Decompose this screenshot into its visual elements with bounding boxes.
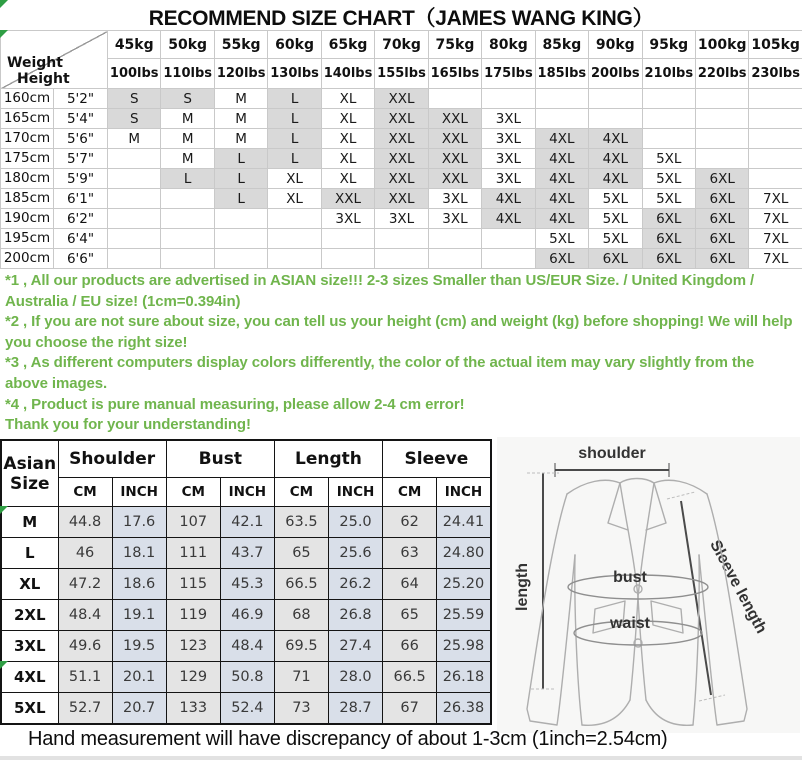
measure-value: 66 <box>383 631 437 662</box>
weight-kg-header: 80kg <box>482 31 535 59</box>
measure-value: 119 <box>166 600 220 631</box>
measure-group-header: Length <box>274 440 382 478</box>
weight-kg-header: 85kg <box>535 31 588 59</box>
page-title: RECOMMEND SIZE CHART（JAMES WANG KING） <box>148 7 654 30</box>
weight-lbs-header: 165lbs <box>428 59 481 89</box>
measure-value: 52.4 <box>220 693 274 725</box>
size-cell <box>749 149 802 169</box>
size-cell <box>161 249 214 269</box>
matrix-row <box>1 229 802 249</box>
measure-value: 28.7 <box>328 693 382 725</box>
excel-corner-triangle <box>0 506 8 514</box>
measure-value: 62 <box>383 507 437 538</box>
asian-size-line: Size <box>10 473 50 494</box>
measure-value: 107 <box>166 507 220 538</box>
measure-value: 18.1 <box>112 538 166 569</box>
size-cell <box>108 149 161 169</box>
size-cell <box>749 169 802 189</box>
unit-header: INCH <box>112 478 166 507</box>
measure-value: 66.5 <box>383 662 437 693</box>
size-cell: 5XL <box>642 149 695 169</box>
size-cell: 6XL <box>695 249 748 269</box>
measure-value: 24.80 <box>437 538 491 569</box>
size-cell <box>161 229 214 249</box>
meas-unit-row <box>1 478 491 507</box>
size-cell <box>642 129 695 149</box>
size-cell: 6XL <box>642 229 695 249</box>
size-cell <box>589 109 642 129</box>
matrix-corner-cell <box>1 31 108 89</box>
measure-value: 65 <box>383 600 437 631</box>
weight-kg-header: 60kg <box>268 31 321 59</box>
jacket-diagram <box>497 437 800 733</box>
measure-value: 25.20 <box>437 569 491 600</box>
size-cell <box>642 89 695 109</box>
weight-kg-header: 95kg <box>642 31 695 59</box>
size-cell <box>428 229 481 249</box>
measure-value: 26.18 <box>437 662 491 693</box>
measure-value: 123 <box>166 631 220 662</box>
size-cell: 6XL <box>642 209 695 229</box>
matrix-row <box>1 189 802 209</box>
weight-lbs-header: 155lbs <box>375 59 428 89</box>
size-cell: 6XL <box>695 189 748 209</box>
measurement-row <box>1 693 491 725</box>
measure-value: 43.7 <box>220 538 274 569</box>
size-cell <box>375 229 428 249</box>
size-cell <box>108 189 161 209</box>
matrix-header-row-kg <box>1 31 802 59</box>
matrix-header-row-lbs <box>1 59 802 89</box>
size-cell: 5XL <box>589 189 642 209</box>
measurement-row <box>1 507 491 538</box>
note-line: Thank you for your understanding! <box>5 416 251 434</box>
note-line: *3 , As different computers display colors differently, the color of the actual item may vary slightly from the above images. <box>5 354 755 392</box>
matrix-row <box>1 209 802 229</box>
measure-value: 25.6 <box>328 538 382 569</box>
size-cell <box>535 109 588 129</box>
measure-value: 63.5 <box>274 507 328 538</box>
unit-header: INCH <box>437 478 491 507</box>
excel-corner-triangle <box>0 661 8 669</box>
size-cell <box>749 109 802 129</box>
size-matrix-table <box>0 30 802 269</box>
size-cell: 5XL <box>589 229 642 249</box>
size-cell: XL <box>268 169 321 189</box>
bottom-divider <box>0 756 802 760</box>
size-cell: 4XL <box>535 169 588 189</box>
size-cell <box>695 109 748 129</box>
size-cell <box>749 129 802 149</box>
measure-value: 20.1 <box>112 662 166 693</box>
size-cell: XXL <box>375 169 428 189</box>
size-cell <box>161 209 214 229</box>
weight-kg-header: 50kg <box>161 31 214 59</box>
measure-value: 64 <box>383 569 437 600</box>
weight-kg-header: 45kg <box>108 31 161 59</box>
measure-value: 19.1 <box>112 600 166 631</box>
measure-group-header: Bust <box>166 440 274 478</box>
size-cell: L <box>214 169 267 189</box>
measure-value: 26.8 <box>328 600 382 631</box>
measure-value: 69.5 <box>274 631 328 662</box>
size-cell: 4XL <box>482 209 535 229</box>
size-cell: 4XL <box>589 129 642 149</box>
measure-value: 65 <box>274 538 328 569</box>
size-cell: XXL <box>375 109 428 129</box>
matrix-row <box>1 129 802 149</box>
weight-lbs-header: 120lbs <box>214 59 267 89</box>
weight-lbs-header: 130lbs <box>268 59 321 89</box>
height-ft-label: 5'7" <box>54 149 108 169</box>
height-ft-label: 5'6" <box>54 129 108 149</box>
measure-value: 111 <box>166 538 220 569</box>
measure-value: 25.59 <box>437 600 491 631</box>
weight-kg-header: 75kg <box>428 31 481 59</box>
size-cell: XL <box>321 149 374 169</box>
measurement-row <box>1 600 491 631</box>
size-cell: 3XL <box>428 209 481 229</box>
size-cell <box>482 229 535 249</box>
size-cell: S <box>108 109 161 129</box>
matrix-corner-height: Height <box>17 71 70 87</box>
weight-lbs-header: 220lbs <box>695 59 748 89</box>
size-cell: 7XL <box>749 189 802 209</box>
size-cell <box>268 229 321 249</box>
measure-value: 19.5 <box>112 631 166 662</box>
height-ft-label: 6'1" <box>54 189 108 209</box>
size-cell: 5XL <box>642 189 695 209</box>
size-cell: XXL <box>375 89 428 109</box>
size-cell: 6XL <box>642 249 695 269</box>
measure-value: 51.1 <box>58 662 112 693</box>
unit-header: INCH <box>328 478 382 507</box>
height-cm-label: 180cm <box>1 169 54 189</box>
waist-label: waist <box>609 615 651 632</box>
size-cell: M <box>214 109 267 129</box>
matrix-row <box>1 149 802 169</box>
measure-value: 28.0 <box>328 662 382 693</box>
measure-value: 48.4 <box>58 600 112 631</box>
height-ft-label: 6'6" <box>54 249 108 269</box>
size-cell: XXL <box>428 149 481 169</box>
size-cell <box>214 209 267 229</box>
measure-group-header: Sleeve <box>383 440 491 478</box>
measure-value: 17.6 <box>112 507 166 538</box>
size-cell <box>428 89 481 109</box>
size-label: 5XL <box>1 693 58 725</box>
size-cell: L <box>268 149 321 169</box>
measure-value: 48.4 <box>220 631 274 662</box>
weight-kg-header: 90kg <box>589 31 642 59</box>
weight-lbs-header: 110lbs <box>161 59 214 89</box>
size-label: 3XL <box>1 631 58 662</box>
size-cell <box>695 129 748 149</box>
height-cm-label: 170cm <box>1 129 54 149</box>
size-cell <box>642 109 695 129</box>
size-cell: 3XL <box>428 189 481 209</box>
size-cell: XL <box>321 169 374 189</box>
size-cell: 4XL <box>535 189 588 209</box>
size-cell: XXL <box>428 169 481 189</box>
matrix-body <box>1 89 802 269</box>
size-label: M <box>1 507 58 538</box>
weight-lbs-header: 185lbs <box>535 59 588 89</box>
jacket-diagram-svg <box>497 437 800 733</box>
measure-value: 52.7 <box>58 693 112 725</box>
size-cell <box>268 209 321 229</box>
height-cm-label: 200cm <box>1 249 54 269</box>
weight-kg-header: 70kg <box>375 31 428 59</box>
meas-body <box>1 507 491 725</box>
size-cell: L <box>268 89 321 109</box>
size-cell <box>749 89 802 109</box>
size-cell: 3XL <box>482 129 535 149</box>
measurement-row <box>1 569 491 600</box>
measure-group-header: Shoulder <box>58 440 166 478</box>
size-cell: M <box>108 129 161 149</box>
measure-value: 27.4 <box>328 631 382 662</box>
size-cell: 4XL <box>535 149 588 169</box>
size-cell <box>268 249 321 269</box>
measure-value: 42.1 <box>220 507 274 538</box>
size-cell: 4XL <box>535 129 588 149</box>
height-cm-label: 185cm <box>1 189 54 209</box>
size-cell: XL <box>268 189 321 209</box>
size-cell: 6XL <box>695 229 748 249</box>
unit-header: CM <box>274 478 328 507</box>
size-cell <box>108 229 161 249</box>
measure-value: 25.98 <box>437 631 491 662</box>
height-cm-label: 165cm <box>1 109 54 129</box>
size-cell: 4XL <box>589 169 642 189</box>
weight-lbs-header: 210lbs <box>642 59 695 89</box>
measure-value: 46 <box>58 538 112 569</box>
size-cell: M <box>161 149 214 169</box>
size-cell: 4XL <box>535 209 588 229</box>
size-cell <box>535 89 588 109</box>
matrix-row <box>1 249 802 269</box>
size-cell: XXL <box>375 149 428 169</box>
shoulder-measure-line <box>555 463 669 477</box>
sleeve-length-label: Sleeve length <box>706 537 770 637</box>
size-cell: L <box>268 109 321 129</box>
weight-lbs-header: 100lbs <box>108 59 161 89</box>
weight-kg-header: 100kg <box>695 31 748 59</box>
size-cell: XXL <box>428 129 481 149</box>
weight-lbs-header: 140lbs <box>321 59 374 89</box>
measure-value: 71 <box>274 662 328 693</box>
height-cm-label: 160cm <box>1 89 54 109</box>
measure-value: 26.38 <box>437 693 491 725</box>
size-cell <box>214 249 267 269</box>
measure-value: 50.8 <box>220 662 274 693</box>
footer-note: Hand measurement will have discrepancy of about 1-3cm (1inch=2.54cm) <box>28 728 668 750</box>
measure-value: 25.0 <box>328 507 382 538</box>
size-cell <box>428 249 481 269</box>
asian-size-line: Asian <box>3 453 57 474</box>
size-cell <box>108 169 161 189</box>
size-cell: M <box>161 129 214 149</box>
size-cell: S <box>108 89 161 109</box>
unit-header: CM <box>383 478 437 507</box>
size-cell <box>482 89 535 109</box>
size-cell: XL <box>321 129 374 149</box>
height-ft-label: 6'2" <box>54 209 108 229</box>
notes-block <box>5 271 800 436</box>
size-cell: 5XL <box>642 169 695 189</box>
length-label: length <box>514 563 531 611</box>
size-cell: 5XL <box>589 209 642 229</box>
size-label: 2XL <box>1 600 58 631</box>
size-cell: 5XL <box>535 229 588 249</box>
size-cell: 6XL <box>535 249 588 269</box>
size-cell: 7XL <box>749 249 802 269</box>
length-measure-line <box>527 473 559 689</box>
size-cell: XXL <box>375 189 428 209</box>
asian-size-header <box>1 440 58 507</box>
weight-lbs-header: 200lbs <box>589 59 642 89</box>
bust-label: bust <box>613 569 647 586</box>
measure-value: 26.2 <box>328 569 382 600</box>
weight-kg-header: 105kg <box>749 31 802 59</box>
height-ft-label: 5'4" <box>54 109 108 129</box>
size-cell <box>108 249 161 269</box>
size-cell <box>375 249 428 269</box>
measure-value: 46.9 <box>220 600 274 631</box>
measure-value: 129 <box>166 662 220 693</box>
height-ft-label: 5'9" <box>54 169 108 189</box>
unit-header: CM <box>58 478 112 507</box>
size-cell: XL <box>321 109 374 129</box>
size-cell: L <box>214 149 267 169</box>
size-cell: L <box>161 169 214 189</box>
measure-value: 20.7 <box>112 693 166 725</box>
size-cell: 3XL <box>375 209 428 229</box>
size-cell: L <box>268 129 321 149</box>
measure-value: 73 <box>274 693 328 725</box>
size-label: XL <box>1 569 58 600</box>
height-cm-label: 190cm <box>1 209 54 229</box>
size-cell <box>695 89 748 109</box>
size-cell: 4XL <box>482 189 535 209</box>
measurement-table <box>0 439 492 725</box>
height-ft-label: 5'2" <box>54 89 108 109</box>
meas-group-row <box>1 440 491 478</box>
size-cell: XXL <box>375 129 428 149</box>
size-cell: 7XL <box>749 229 802 249</box>
matrix-row <box>1 169 802 189</box>
size-cell: XL <box>321 89 374 109</box>
weight-kg-header: 65kg <box>321 31 374 59</box>
measure-value: 49.6 <box>58 631 112 662</box>
measurement-row <box>1 538 491 569</box>
height-ft-label: 6'4" <box>54 229 108 249</box>
shoulder-label: shoulder <box>578 445 646 462</box>
size-cell: M <box>214 129 267 149</box>
measure-value: 133 <box>166 693 220 725</box>
size-cell: 3XL <box>321 209 374 229</box>
size-cell: XXL <box>428 109 481 129</box>
size-label: 4XL <box>1 662 58 693</box>
size-cell <box>321 229 374 249</box>
size-cell: 6XL <box>695 209 748 229</box>
note-line: *4 , Product is pure manual measuring, please allow 2-4 cm error! <box>5 395 465 413</box>
measure-value: 67 <box>383 693 437 725</box>
size-cell <box>482 249 535 269</box>
height-cm-label: 195cm <box>1 229 54 249</box>
unit-header: INCH <box>220 478 274 507</box>
size-cell <box>321 249 374 269</box>
size-cell: 4XL <box>589 149 642 169</box>
size-cell <box>214 229 267 249</box>
size-cell: 7XL <box>749 209 802 229</box>
size-cell <box>589 89 642 109</box>
weight-lbs-header: 230lbs <box>749 59 802 89</box>
size-cell <box>161 189 214 209</box>
jacket-outline <box>527 479 747 726</box>
measurement-row <box>1 662 491 693</box>
size-cell: 3XL <box>482 109 535 129</box>
note-line: *2 , If you are not sure about size, you can tell us your height (cm) and weight (kg) before shopping! We will help you choose the right size! <box>5 313 793 351</box>
measure-value: 66.5 <box>274 569 328 600</box>
note-line: *1 , All our products are advertised in ASIAN size!!! 2-3 sizes Smaller than US/EUR Size. / United Kingdom / Australia / EU size! (1cm=0.394in) <box>5 272 755 310</box>
height-cm-label: 175cm <box>1 149 54 169</box>
size-cell: 6XL <box>695 169 748 189</box>
size-cell: S <box>161 89 214 109</box>
measure-value: 68 <box>274 600 328 631</box>
measure-value: 44.8 <box>58 507 112 538</box>
size-cell: 6XL <box>589 249 642 269</box>
matrix-row <box>1 109 802 129</box>
excel-corner-triangle <box>0 0 8 8</box>
measure-value: 115 <box>166 569 220 600</box>
measure-value: 24.41 <box>437 507 491 538</box>
measure-value: 18.6 <box>112 569 166 600</box>
weight-lbs-header: 175lbs <box>482 59 535 89</box>
size-cell: 3XL <box>482 169 535 189</box>
measure-value: 45.3 <box>220 569 274 600</box>
matrix-corner-weight: Weight <box>7 55 63 71</box>
size-cell: 3XL <box>482 149 535 169</box>
size-cell <box>108 209 161 229</box>
size-cell: M <box>161 109 214 129</box>
matrix-row <box>1 89 802 109</box>
size-cell: L <box>214 189 267 209</box>
unit-header: CM <box>166 478 220 507</box>
size-cell: XXL <box>321 189 374 209</box>
measure-value: 47.2 <box>58 569 112 600</box>
size-cell: M <box>214 89 267 109</box>
measurement-row <box>1 631 491 662</box>
measure-value: 63 <box>383 538 437 569</box>
excel-corner-triangle <box>0 30 8 38</box>
weight-kg-header: 55kg <box>214 31 267 59</box>
size-label: L <box>1 538 58 569</box>
size-cell <box>695 149 748 169</box>
